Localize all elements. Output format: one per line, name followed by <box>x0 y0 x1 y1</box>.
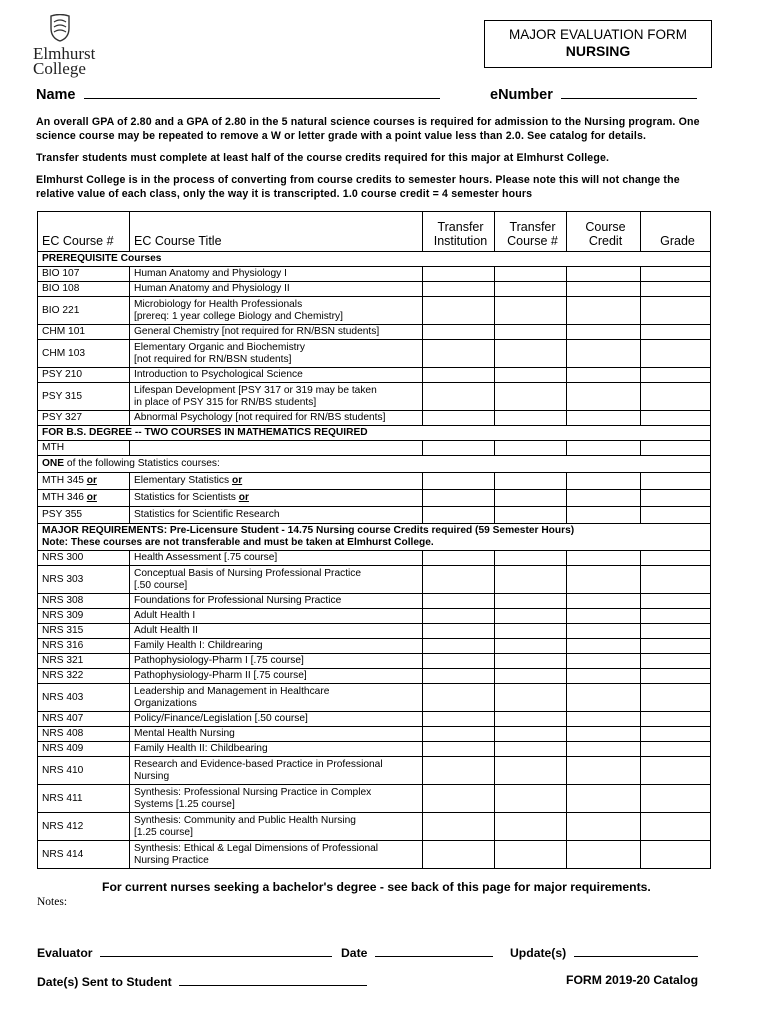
form-title-box <box>484 20 712 68</box>
course-title-cell <box>130 669 423 684</box>
table-row <box>38 654 711 669</box>
course-number: PSY 210 <box>38 368 130 383</box>
transfer-institution-cell[interactable] <box>423 282 495 297</box>
enumber-field[interactable] <box>490 86 697 103</box>
table-row <box>38 639 711 654</box>
grade-cell[interactable] <box>641 297 711 325</box>
course-credit-cell[interactable] <box>567 609 641 624</box>
course-number-cell <box>38 473 130 490</box>
course-title: Family Health I: Childrearing <box>134 640 263 651</box>
transfer-institution-cell[interactable] <box>423 609 495 624</box>
course-credit-cell[interactable] <box>567 490 641 507</box>
table-row <box>38 411 711 426</box>
col-ec-course-num: EC Course # <box>38 212 130 252</box>
transfer-institution-cell[interactable] <box>423 684 495 712</box>
transfer-institution-cell[interactable] <box>423 340 495 368</box>
course-credit-cell[interactable] <box>567 267 641 282</box>
or-marker: or <box>238 492 249 503</box>
sent-to-student-label: Date(s) Sent to Student <box>37 975 172 989</box>
transfer-institution-cell[interactable] <box>423 490 495 507</box>
course-title: Human Anatomy and Physiology I <box>134 268 287 279</box>
course-number: BIO 221 <box>38 297 130 325</box>
col-grade: Grade <box>641 212 711 252</box>
course-title: Pathophysiology-Pharm I [.75 course] <box>134 655 304 666</box>
transfer-institution-cell[interactable] <box>423 368 495 383</box>
notes-label: Notes: <box>37 896 68 908</box>
current-nurses-note: For current nurses seeking a bachelor's degree - see back of this page for major requirements. <box>102 880 651 894</box>
course-number: BIO 108 <box>38 282 130 297</box>
course-number: PSY 355 <box>42 509 83 520</box>
transfer-course-num-cell[interactable] <box>495 813 567 841</box>
date-line[interactable] <box>375 944 493 957</box>
course-number: CHM 103 <box>38 340 130 368</box>
course-number: NRS 407 <box>38 712 130 727</box>
stats-intro-rest: of the following Statistics courses: <box>64 458 220 469</box>
major-requirements-subnote: Note: These courses are not transferable and must be taken at Elmhurst College. <box>42 537 434 548</box>
course-title-cell <box>130 267 423 282</box>
transfer-course-num-cell[interactable] <box>495 340 567 368</box>
course-title: Synthesis: Ethical & Legal Dimensions of Professional <box>134 842 379 854</box>
course-title-line2: [not required for RN/BSN students] <box>134 353 292 365</box>
section-math-row <box>38 426 711 441</box>
grade-cell[interactable] <box>641 669 711 684</box>
course-title-line2: Nursing <box>134 770 170 782</box>
course-number: NRS 315 <box>38 624 130 639</box>
name-label: Name <box>36 87 76 103</box>
grade-cell[interactable] <box>641 639 711 654</box>
course-title-line2: in place of PSY 315 for RN/BS students] <box>134 396 317 408</box>
course-title-cell <box>130 282 423 297</box>
transfer-course-num-cell[interactable] <box>495 297 567 325</box>
grade-cell[interactable] <box>641 594 711 609</box>
course-title: Human Anatomy and Physiology II <box>134 283 290 294</box>
transfer-course-num-cell[interactable] <box>495 507 567 524</box>
table-row <box>38 325 711 340</box>
table-row <box>38 669 711 684</box>
table-row <box>38 841 711 869</box>
section-prereq-row <box>38 252 711 267</box>
transfer-course-num-cell[interactable] <box>495 490 567 507</box>
course-title-line2: Organizations <box>134 697 197 709</box>
transfer-paragraph: Transfer students must complete at least half of the course credits required for this major at Elmhurst College. <box>36 152 610 164</box>
grade-cell[interactable] <box>641 490 711 507</box>
grade-cell[interactable] <box>641 684 711 712</box>
evaluator-field[interactable] <box>37 944 332 960</box>
course-number: NRS 300 <box>38 551 130 566</box>
course-title-cell <box>130 551 423 566</box>
course-number: MTH <box>38 441 130 456</box>
transfer-course-num-cell[interactable] <box>495 841 567 869</box>
transfer-course-num-cell[interactable] <box>495 757 567 785</box>
course-title-cell <box>130 490 423 507</box>
course-number: NRS 316 <box>38 639 130 654</box>
course-title: Elementary Statistics <box>134 475 230 486</box>
transfer-course-num-cell[interactable] <box>495 785 567 813</box>
date-label: Date <box>341 946 368 960</box>
course-title: Adult Health II <box>134 625 198 636</box>
table-row <box>38 757 711 785</box>
course-title: Microbiology for Health Professionals <box>134 298 303 310</box>
transfer-course-num-cell[interactable] <box>495 551 567 566</box>
course-title-cell <box>130 639 423 654</box>
course-credit-cell[interactable] <box>567 368 641 383</box>
course-title-line2: Systems [1.25 course] <box>134 798 235 810</box>
course-title-cell <box>130 841 423 869</box>
course-credit-cell[interactable] <box>567 507 641 524</box>
course-number: BIO 107 <box>38 267 130 282</box>
table-header-row <box>38 212 711 252</box>
section-prereq-title: PREREQUISITE Courses <box>38 252 711 267</box>
col-transfer-institution: Transfer Institution <box>423 212 495 252</box>
evaluator-label: Evaluator <box>37 946 93 960</box>
course-title-cell <box>130 411 423 426</box>
table-row <box>38 282 711 297</box>
grade-cell[interactable] <box>641 654 711 669</box>
course-title: Policy/Finance/Legislation [.50 course] <box>134 713 308 724</box>
table-row <box>38 297 711 325</box>
major-requirements-row <box>38 524 711 551</box>
transfer-institution-cell[interactable] <box>423 757 495 785</box>
course-number: NRS 409 <box>38 742 130 757</box>
transfer-course-num-cell[interactable] <box>495 742 567 757</box>
course-title: Abnormal Psychology [not required for RN/BS students] <box>134 412 386 423</box>
course-title-cell <box>130 507 423 524</box>
date-field[interactable] <box>341 944 493 960</box>
table-row <box>38 383 711 411</box>
conversion-paragraph: Elmhurst College is in the process of converting from course credits to semester hours. Please note this will not change the relative value of each class, only the way it is transcripted. 1.0 course credit = 4 semester hours <box>36 174 680 200</box>
course-title-cell <box>130 813 423 841</box>
transfer-institution-cell[interactable] <box>423 297 495 325</box>
transfer-institution-cell[interactable] <box>423 742 495 757</box>
course-credit-cell[interactable] <box>567 813 641 841</box>
course-number: MTH 346 <box>42 492 84 503</box>
course-credit-cell[interactable] <box>567 441 641 456</box>
transfer-institution-cell[interactable] <box>423 325 495 340</box>
grade-cell[interactable] <box>641 742 711 757</box>
transfer-course-num-cell[interactable] <box>495 383 567 411</box>
course-title-cell <box>130 712 423 727</box>
course-title-cell <box>130 566 423 594</box>
transfer-institution-cell[interactable] <box>423 473 495 490</box>
course-number: NRS 410 <box>38 757 130 785</box>
col-course-credit: Course Credit <box>567 212 641 252</box>
course-credit-cell[interactable] <box>567 654 641 669</box>
course-credit-cell[interactable] <box>567 742 641 757</box>
sent-to-student-field[interactable] <box>37 973 367 989</box>
grade-cell[interactable] <box>641 507 711 524</box>
transfer-institution-cell[interactable] <box>423 785 495 813</box>
course-credit-cell[interactable] <box>567 639 641 654</box>
or-marker: or <box>86 492 97 503</box>
course-credit-cell[interactable] <box>567 411 641 426</box>
transfer-course-num-cell[interactable] <box>495 609 567 624</box>
transfer-course-num-cell[interactable] <box>495 411 567 426</box>
stats-intro <box>38 456 711 473</box>
course-credit-cell[interactable] <box>567 727 641 742</box>
table-row <box>38 727 711 742</box>
course-number: NRS 414 <box>38 841 130 869</box>
logo-text-line2: College <box>33 59 86 78</box>
transfer-institution-cell[interactable] <box>423 267 495 282</box>
grade-cell[interactable] <box>641 841 711 869</box>
course-table <box>37 211 711 869</box>
course-number-cell <box>38 507 130 524</box>
grade-cell[interactable] <box>641 383 711 411</box>
course-credit-cell[interactable] <box>567 841 641 869</box>
grade-cell[interactable] <box>641 325 711 340</box>
course-title-cell <box>130 727 423 742</box>
course-credit-cell[interactable] <box>567 282 641 297</box>
or-marker: or <box>231 475 243 486</box>
transfer-institution-cell[interactable] <box>423 594 495 609</box>
form-subtitle: NURSING <box>565 43 631 59</box>
course-title: Synthesis: Community and Public Health Nursing <box>134 814 356 826</box>
course-credit-cell[interactable] <box>567 383 641 411</box>
course-title-cell <box>130 473 423 490</box>
course-title: Elementary Organic and Biochemistry <box>134 341 305 353</box>
enumber-label: eNumber <box>490 87 553 103</box>
name-field[interactable] <box>36 86 440 103</box>
course-title-cell <box>130 297 423 325</box>
course-title: Synthesis: Professional Nursing Practice in Complex <box>134 786 372 798</box>
form-catalog-label: FORM 2019-20 Catalog <box>566 973 699 987</box>
stats-intro-one: ONE <box>42 458 65 469</box>
course-title: Leadership and Management in Healthcare <box>134 685 330 697</box>
table-row <box>38 785 711 813</box>
grade-cell[interactable] <box>641 411 711 426</box>
course-title-cell <box>130 757 423 785</box>
course-title-cell <box>130 368 423 383</box>
course-number: NRS 308 <box>38 594 130 609</box>
course-title: Lifespan Development [PSY 317 or 319 may be taken <box>134 384 377 396</box>
transfer-course-num-cell[interactable] <box>495 712 567 727</box>
major-requirements-title: MAJOR REQUIREMENTS: Pre-Licensure Student - 14.75 Nursing course Credits required (59 Semester Hours) <box>42 525 575 536</box>
transfer-institution-cell[interactable] <box>423 841 495 869</box>
course-credit-cell[interactable] <box>567 785 641 813</box>
transfer-course-num-cell[interactable] <box>495 594 567 609</box>
table-row <box>38 340 711 368</box>
course-credit-cell[interactable] <box>567 551 641 566</box>
table-row <box>38 551 711 566</box>
transfer-course-num-cell[interactable] <box>495 639 567 654</box>
transfer-institution-cell[interactable] <box>423 411 495 426</box>
name-line[interactable] <box>84 86 440 99</box>
course-number: PSY 315 <box>38 383 130 411</box>
transfer-institution-cell[interactable] <box>423 654 495 669</box>
table-row <box>38 267 711 282</box>
transfer-course-num-cell[interactable] <box>495 654 567 669</box>
transfer-course-num-cell[interactable] <box>495 267 567 282</box>
course-title: Pathophysiology-Pharm II [.75 course] <box>134 670 307 681</box>
course-title: Family Health II: Childbearing <box>134 743 268 754</box>
enumber-line[interactable] <box>561 86 697 99</box>
course-title: Statistics for Scientific Research <box>134 509 280 520</box>
transfer-course-num-cell[interactable] <box>495 624 567 639</box>
course-number: NRS 321 <box>38 654 130 669</box>
transfer-course-num-cell[interactable] <box>495 566 567 594</box>
course-title: Mental Health Nursing <box>134 728 235 739</box>
table-row <box>38 609 711 624</box>
grade-cell[interactable] <box>641 551 711 566</box>
major-requirements-note <box>38 524 711 551</box>
course-title: Introduction to Psychological Science <box>134 369 303 380</box>
course-title-cell <box>130 654 423 669</box>
form-title: MAJOR EVALUATION FORM <box>508 27 687 42</box>
elmhurst-logo <box>33 14 113 78</box>
course-number: NRS 403 <box>38 684 130 712</box>
grade-cell[interactable] <box>641 727 711 742</box>
transfer-institution-cell[interactable] <box>423 712 495 727</box>
transfer-institution-cell[interactable] <box>423 441 495 456</box>
course-credit-cell[interactable] <box>567 712 641 727</box>
course-title-line2: [prereq: 1 year college Biology and Chemistry] <box>134 310 343 322</box>
course-credit-cell[interactable] <box>567 594 641 609</box>
course-title: Conceptual Basis of Nursing Professional Practice <box>134 567 362 579</box>
stats-intro-row <box>38 456 711 473</box>
transfer-institution-cell[interactable] <box>423 639 495 654</box>
course-number: NRS 322 <box>38 669 130 684</box>
transfer-course-num-cell[interactable] <box>495 282 567 297</box>
course-credit-cell[interactable] <box>567 684 641 712</box>
course-number-cell <box>38 490 130 507</box>
course-title-cell <box>130 624 423 639</box>
grade-cell[interactable] <box>641 609 711 624</box>
course-title: Statistics for Scientists <box>134 492 236 503</box>
course-number: CHM 101 <box>38 325 130 340</box>
college-crest-icon <box>47 14 73 42</box>
course-number: NRS 411 <box>38 785 130 813</box>
grade-cell[interactable] <box>641 368 711 383</box>
grade-cell[interactable] <box>641 441 711 456</box>
course-number: MTH 345 <box>42 475 84 486</box>
grade-cell[interactable] <box>641 813 711 841</box>
section-math-title: FOR B.S. DEGREE -- TWO COURSES IN MATHEMATICS REQUIRED <box>38 426 711 441</box>
transfer-course-num-cell[interactable] <box>495 473 567 490</box>
grade-cell[interactable] <box>641 473 711 490</box>
grade-cell[interactable] <box>641 712 711 727</box>
course-title-line2: [1.25 course] <box>134 826 193 838</box>
table-row <box>38 368 711 383</box>
col-transfer-course-num: Transfer Course # <box>495 212 567 252</box>
table-row <box>38 742 711 757</box>
transfer-course-num-cell[interactable] <box>495 727 567 742</box>
course-credit-cell[interactable] <box>567 297 641 325</box>
course-credit-cell[interactable] <box>567 757 641 785</box>
grade-cell[interactable] <box>641 785 711 813</box>
logo-text-line1: Elmhurst <box>33 44 96 63</box>
table-row <box>38 490 711 507</box>
course-credit-cell[interactable] <box>567 340 641 368</box>
table-row <box>38 566 711 594</box>
grade-cell[interactable] <box>641 282 711 297</box>
gpa-paragraph: An overall GPA of 2.80 and a GPA of 2.80 in the 5 natural science courses is required for admission to the Nursing program. One science course may be repeated to remove a W or letter grade with a point value less than 2.0. See catalog for details. <box>36 116 700 142</box>
course-title-cell <box>130 441 423 456</box>
course-title-cell <box>130 785 423 813</box>
transfer-institution-cell[interactable] <box>423 566 495 594</box>
course-title-cell <box>130 609 423 624</box>
transfer-institution-cell[interactable] <box>423 551 495 566</box>
course-credit-cell[interactable] <box>567 669 641 684</box>
table-row <box>38 624 711 639</box>
table-row <box>38 473 711 490</box>
or-marker: or <box>86 475 97 486</box>
transfer-institution-cell[interactable] <box>423 507 495 524</box>
course-title-cell <box>130 594 423 609</box>
updates-label: Update(s) <box>510 946 567 960</box>
course-title: Adult Health I <box>134 610 196 621</box>
table-row <box>38 712 711 727</box>
grade-cell[interactable] <box>641 757 711 785</box>
course-title-cell <box>130 340 423 368</box>
transfer-institution-cell[interactable] <box>423 624 495 639</box>
transfer-course-num-cell[interactable] <box>495 325 567 340</box>
course-number: NRS 303 <box>38 566 130 594</box>
transfer-course-num-cell[interactable] <box>495 441 567 456</box>
course-credit-cell[interactable] <box>567 566 641 594</box>
updates-line[interactable] <box>574 944 698 957</box>
transfer-institution-cell[interactable] <box>423 813 495 841</box>
updates-field[interactable] <box>510 944 698 960</box>
course-credit-cell[interactable] <box>567 624 641 639</box>
transfer-institution-cell[interactable] <box>423 669 495 684</box>
grade-cell[interactable] <box>641 267 711 282</box>
grade-cell[interactable] <box>641 566 711 594</box>
course-number: NRS 408 <box>38 727 130 742</box>
table-row <box>38 441 711 456</box>
course-title-line2: Nursing Practice <box>134 854 209 866</box>
course-title: Research and Evidence-based Practice in Professional <box>134 758 383 770</box>
course-number: NRS 412 <box>38 813 130 841</box>
course-title-cell <box>130 383 423 411</box>
course-title-line2: [.50 course] <box>134 579 188 591</box>
evaluator-line[interactable] <box>100 944 332 957</box>
course-title: General Chemistry [not required for RN/BSN students] <box>134 326 380 337</box>
col-ec-course-title: EC Course Title <box>130 212 423 252</box>
transfer-institution-cell[interactable] <box>423 727 495 742</box>
table-row <box>38 507 711 524</box>
transfer-course-num-cell[interactable] <box>495 669 567 684</box>
course-title-cell <box>130 325 423 340</box>
course-number: NRS 309 <box>38 609 130 624</box>
transfer-course-num-cell[interactable] <box>495 684 567 712</box>
course-title-cell <box>130 742 423 757</box>
table-row <box>38 594 711 609</box>
sent-to-student-line[interactable] <box>179 973 367 986</box>
course-title: Health Assessment [.75 course] <box>134 552 278 563</box>
transfer-course-num-cell[interactable] <box>495 368 567 383</box>
grade-cell[interactable] <box>641 340 711 368</box>
transfer-institution-cell[interactable] <box>423 383 495 411</box>
course-title: Foundations for Professional Nursing Practice <box>134 595 342 606</box>
table-row <box>38 813 711 841</box>
course-title-cell <box>130 684 423 712</box>
course-number: PSY 327 <box>38 411 130 426</box>
course-credit-cell[interactable] <box>567 473 641 490</box>
table-row <box>38 684 711 712</box>
grade-cell[interactable] <box>641 624 711 639</box>
course-credit-cell[interactable] <box>567 325 641 340</box>
